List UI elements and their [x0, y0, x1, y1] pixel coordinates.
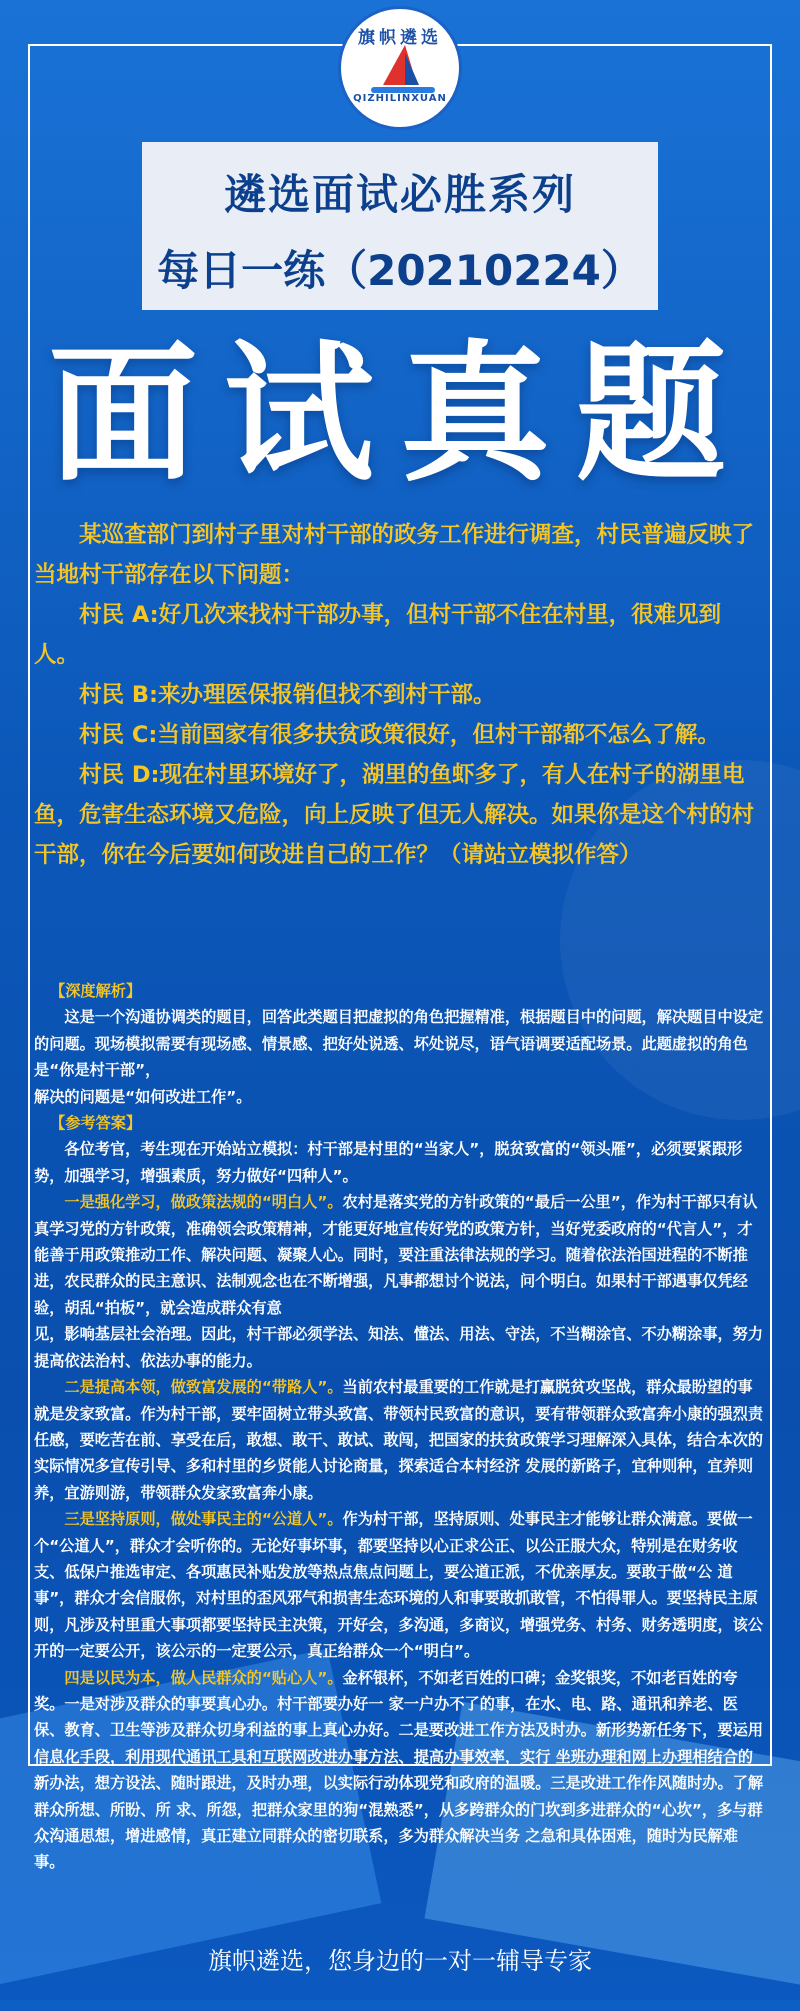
- series-title: 遴选面试必胜系列: [223, 170, 576, 219]
- footer-slogan: 旗帜遴选，您身边的一对一辅导专家: [208, 1947, 592, 1975]
- point-1-text: 农村是落实党的方针政策的“最后一公里”，作为村干部只有认真学习党的方针政策，准确领会政策精神，才能更好地宣传好党的政策方针，当好党委政府的“代言人”，才能善于用政策推动工作、解决问题、凝聚人心。同时，要注重法律法规的学习。随着依法治国进程的不断推进，农民群众的民主意识、法制观念也在不断增强，凡事都想讨个说法，问个明白。如果村干部遇事仅凭经验，胡乱“拍板”，就会造成群众有意: [34, 1193, 758, 1317]
- answer-point-2: [34, 1374, 764, 1506]
- sail-secondary-icon: [405, 53, 419, 85]
- answer-point-3: [34, 1506, 764, 1664]
- question-block: [34, 515, 754, 875]
- brand-logo: [338, 6, 462, 130]
- answer-heading: 【参考答案】: [50, 1114, 142, 1133]
- daily-title: 每日一练（20210224）: [157, 246, 643, 295]
- title-box: [142, 142, 658, 310]
- answer-point-4: [34, 1665, 764, 1876]
- question-villager-b: 村民 B:来办理医保报销但找不到村干部。: [79, 682, 496, 708]
- analysis-block: [34, 978, 764, 1876]
- answer-intro: 各位考官，考生现在开始站立模拟：村干部是村里的“当家人”，脱贫致富的“领头雁”，必须要紧跟形势，加强学习，增强素质，努力做好“四种人”。: [34, 1140, 743, 1185]
- point-2-text: 当前农村最重要的工作就是打赢脱贫攻坚战，群众最盼望的事就是发家致富。作为村干部，要牢固树立带头致富、带领村民致富的意识，要有带领群众致富奔小康的强烈责任感，要吃苦在前、享受在后，敢想、敢干、敢试、敢闯，把国家的扶贫政策学习理解深入具体，结合本次的实际情况多宣传引导、多和村里的乡贤能人讨论商量，探索适合本村经济 发展的新路子，宜种则种，宜养则养，宜游则游，带领群众发家致富奔小康。: [34, 1378, 763, 1502]
- point-2-heading: 二是提高本领，做致富发展的“带路人”。: [64, 1378, 343, 1397]
- logo-pinyin: QIZHILINXUAN: [353, 93, 447, 104]
- point-1-heading: 一是强化学习，做政策法规的“明白人”。: [64, 1193, 343, 1212]
- point-4-heading: 四是以民为本，做人民群众的“贴心人”。: [64, 1668, 343, 1687]
- point-3-heading: 三是坚持原则，做处事民主的“公道人”。: [64, 1510, 343, 1529]
- point-1-continued: 见，影响基层社会治理。因此，村干部必须学法、知法、懂法、用法、守法，不当糊涂官、不办糊涂事，努力提高依法治村、依法办事的能力。: [34, 1325, 763, 1370]
- question-villager-a: 村民 A:好几次来找村干部办事，但村干部不住在村里，很难见到人。: [34, 602, 722, 668]
- logo-name: 旗帜遴选: [358, 28, 442, 48]
- analysis-heading: 【深度解析】: [50, 982, 142, 1000]
- answer-point-1: [34, 1189, 764, 1321]
- point-4-text: 金杯银杯，不如老百姓的口碑；金奖银奖，不如老百姓的夸奖。一是对涉及群众的事要真心办。村干部要办好一 家一户办不了的事，在水、电、路、通讯和养老、医保、教育、卫生等涉及群众切身利益的事上真心办好。二是要改进工作方法及时办。新形势新任务下，要运用信息化手段，利用现代通讯工具和互联网改进办事方法、提高办事效率，实行 坐班办理和网上办理相结合的新办法，想方设法、随时跟进，及时办理，以实际行动体现党和政府的温暖。三是改进工作作风随时办。了解群众所想、所盼、所 求、所怨，把群众家里的狗“混熟悉”，从多跨群众的门坎到多进群众的“心坎”，多与群众沟通思想，增进感情，真正建立同群众的密切联系，多为群众解决当务 之急和具体困难，随时为民解难事。: [34, 1668, 763, 1872]
- question-villager-d: 村民 D:现在村里环境好了，湖里的鱼虾多了，有人在村子的湖里电鱼，危害生态环境又危险，向上反映了但无人解决。如果你是这个村的村干部，你在今后要如何改进自己的工作？（请站立模拟作答）: [34, 762, 755, 868]
- analysis-paragraph-2: 解决的问题是“如何改进工作”。: [34, 1087, 252, 1106]
- big-title: 面试真题: [47, 328, 752, 502]
- point-3-text: 作为村干部，坚持原则、处事民主才能够让群众满意。要做一个“公道人”，群众才会听你的。无论好事坏事，都要坚持以心正求公正、以公正服大众，特别是在财务收支、低保户推选审定、各项惠民补贴发放等热点焦点问题上，要公道正派，不优亲厚友。要敢于做“公 道事”，群众才会信服你，对村里的歪风邪气和损害生态环境的人和事要敢抓敢管，不怕得罪人。要坚持民主原则，凡涉及村里重大事项都要坚持民主决策，开好会，多沟通，多商议，增强党务、村务、财务透明度，该公开的一定要公开，该公示的一定要公示，真正给群众一个“明白”。: [34, 1510, 763, 1661]
- analysis-paragraph: 这是一个沟通协调类的题目，回答此类题目把虚拟的角色把握精准，根据题目中的问题，解决题目中设定的问题。现场模拟需要有现场感、情景感、把好处说透、坏处说尽，语气语调要适配场景。此题虚拟的角色是“你是村干部”，: [34, 1008, 764, 1080]
- question-villager-c: 村民 C:当前国家有很多扶贫政策很好，但村干部都不怎么了解。: [79, 722, 720, 748]
- question-intro: 某巡查部门到村子里对村干部的政务工作进行调查，村民普遍反映了当地村干部存在以下问题：: [34, 522, 755, 588]
